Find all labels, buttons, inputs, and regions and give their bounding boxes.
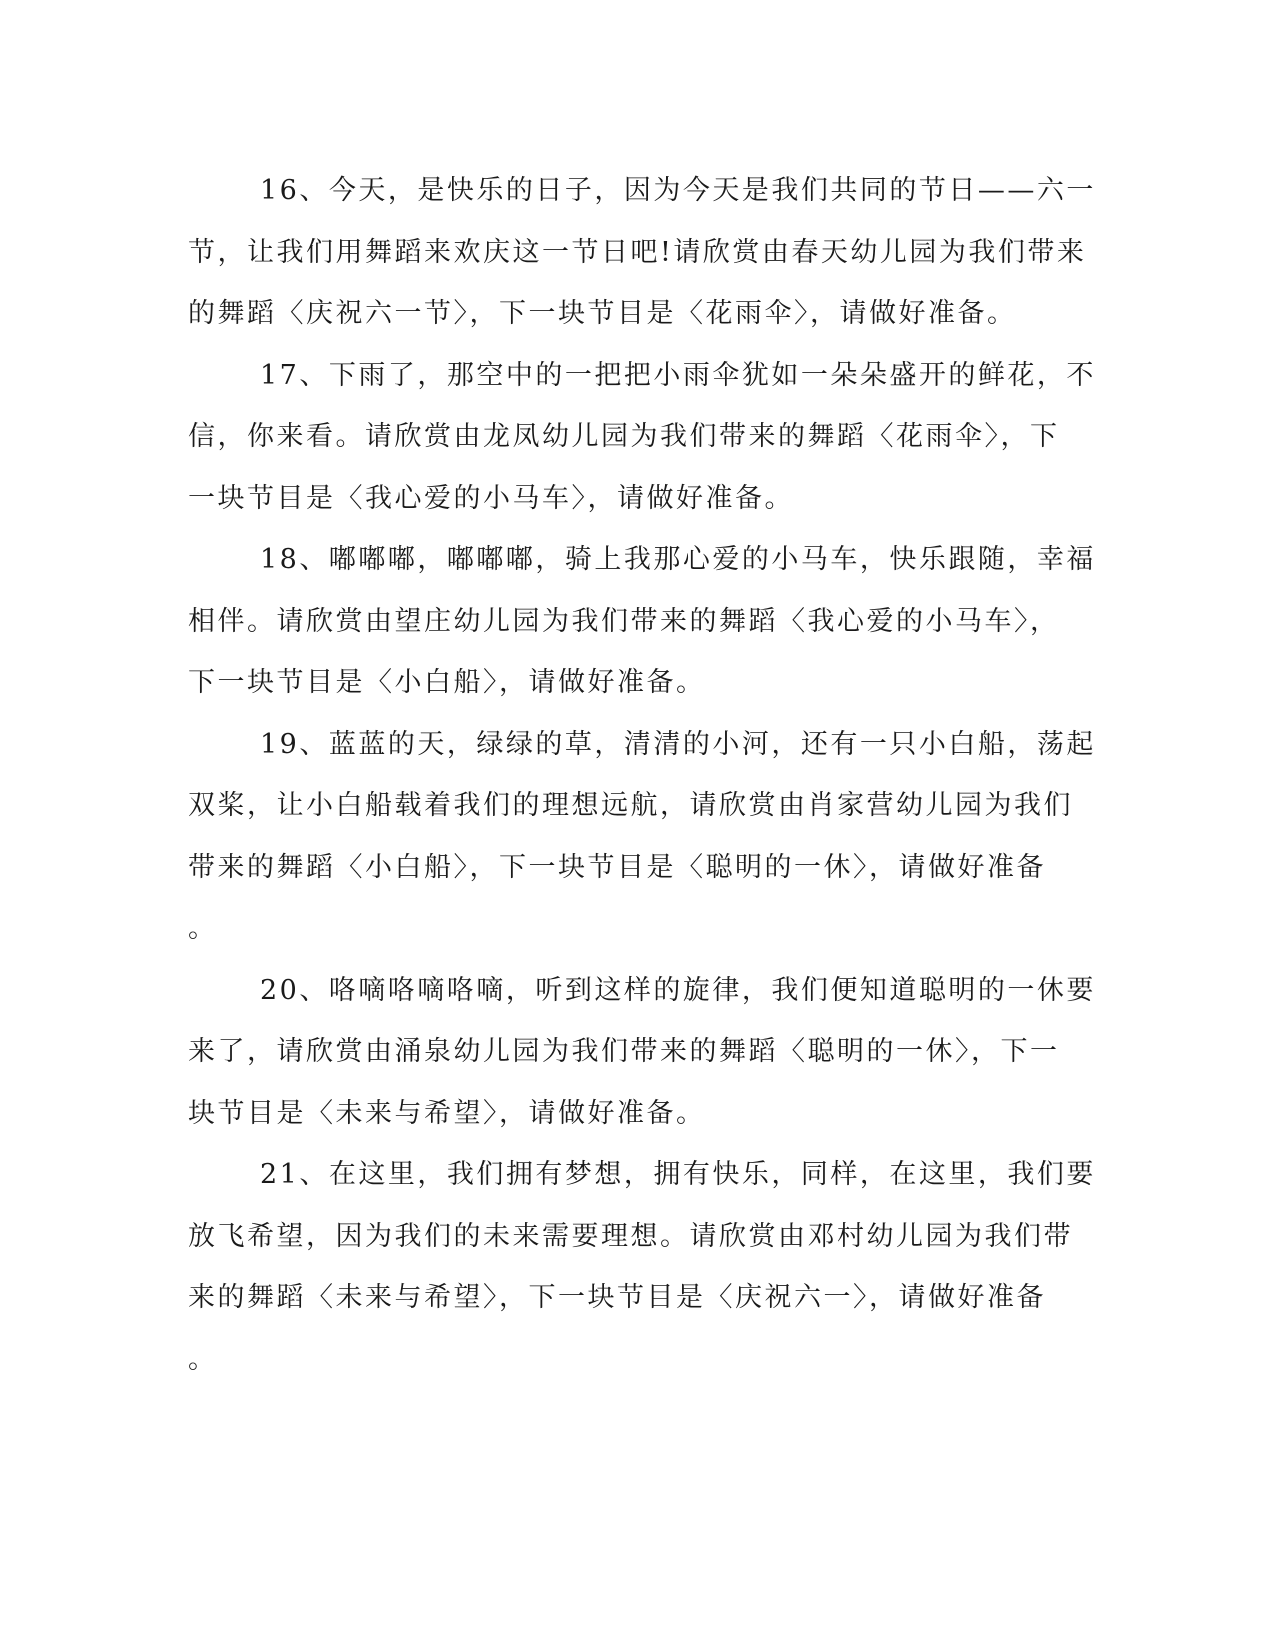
text-line: 带来的舞蹈〈小白船〉，下一块节目是〈聪明的一休〉，请做好准备 xyxy=(188,851,1046,883)
text-line: 相伴。请欣赏由望庄幼儿园为我们带来的舞蹈〈我心爱的小马车〉， xyxy=(188,605,1060,637)
paragraph-18 xyxy=(188,529,1096,714)
text-line: 来的舞蹈〈未来与希望〉，下一块节目是〈庆祝六一〉，请做好准备 xyxy=(188,1282,1046,1313)
text-line: 节，让我们用舞蹈来欢庆这一节日吧!请欣赏由春天幼儿园为我们带来 xyxy=(188,236,1087,268)
text-line: 块节目是〈未来与希望〉，请做好准备。 xyxy=(188,1097,706,1129)
text-line: 双桨，让小白船载着我们的理想远航，请欣赏由肖家营幼儿园为我们 xyxy=(188,790,1073,821)
paragraph-20 xyxy=(188,960,1096,1145)
text-line: 信，你来看。请欣赏由龙凤幼儿园为我们带来的舞蹈〈花雨伞〉，下 xyxy=(188,421,1060,452)
text-line: 。 xyxy=(188,1343,218,1375)
text-line: 的舞蹈〈庆祝六一节〉，下一块节目是〈花雨伞〉，请做好准备。 xyxy=(188,298,1017,329)
text-line: 一块节目是〈我心爱的小马车〉，请做好准备。 xyxy=(188,482,794,514)
text-line: 。 xyxy=(188,913,218,944)
text-line: 21、在这里，我们拥有梦想，拥有快乐，同样，在这里，我们要 xyxy=(260,1159,1096,1190)
text-line: 放飞希望，因为我们的未来需要理想。请欣赏由邓村幼儿园为我们带 xyxy=(188,1220,1073,1252)
document-body xyxy=(188,160,1096,1390)
paragraph-16 xyxy=(188,160,1096,345)
text-line: 来了，请欣赏由涌泉幼儿园为我们带来的舞蹈〈聪明的一休〉，下一 xyxy=(188,1036,1060,1067)
text-line: 18、嘟嘟嘟，嘟嘟嘟，骑上我那心爱的小马车，快乐跟随，幸福 xyxy=(260,544,1096,575)
text-line: 20、咯嘀咯嘀咯嘀，听到这样的旋律，我们便知道聪明的一休要 xyxy=(260,974,1096,1006)
text-line: 16、今天，是快乐的日子，因为今天是我们共同的节日——六一 xyxy=(260,175,1096,206)
paragraph-17 xyxy=(188,345,1096,530)
text-line: 下一块节目是〈小白船〉，请做好准备。 xyxy=(188,667,706,698)
paragraph-19 xyxy=(188,714,1096,960)
text-line: 19、蓝蓝的天，绿绿的草，清清的小河，还有一只小白船，荡起 xyxy=(260,728,1096,760)
paragraph-21 xyxy=(188,1144,1096,1390)
text-line: 17、下雨了，那空中的一把把小雨伞犹如一朵朵盛开的鲜花，不 xyxy=(260,359,1096,391)
